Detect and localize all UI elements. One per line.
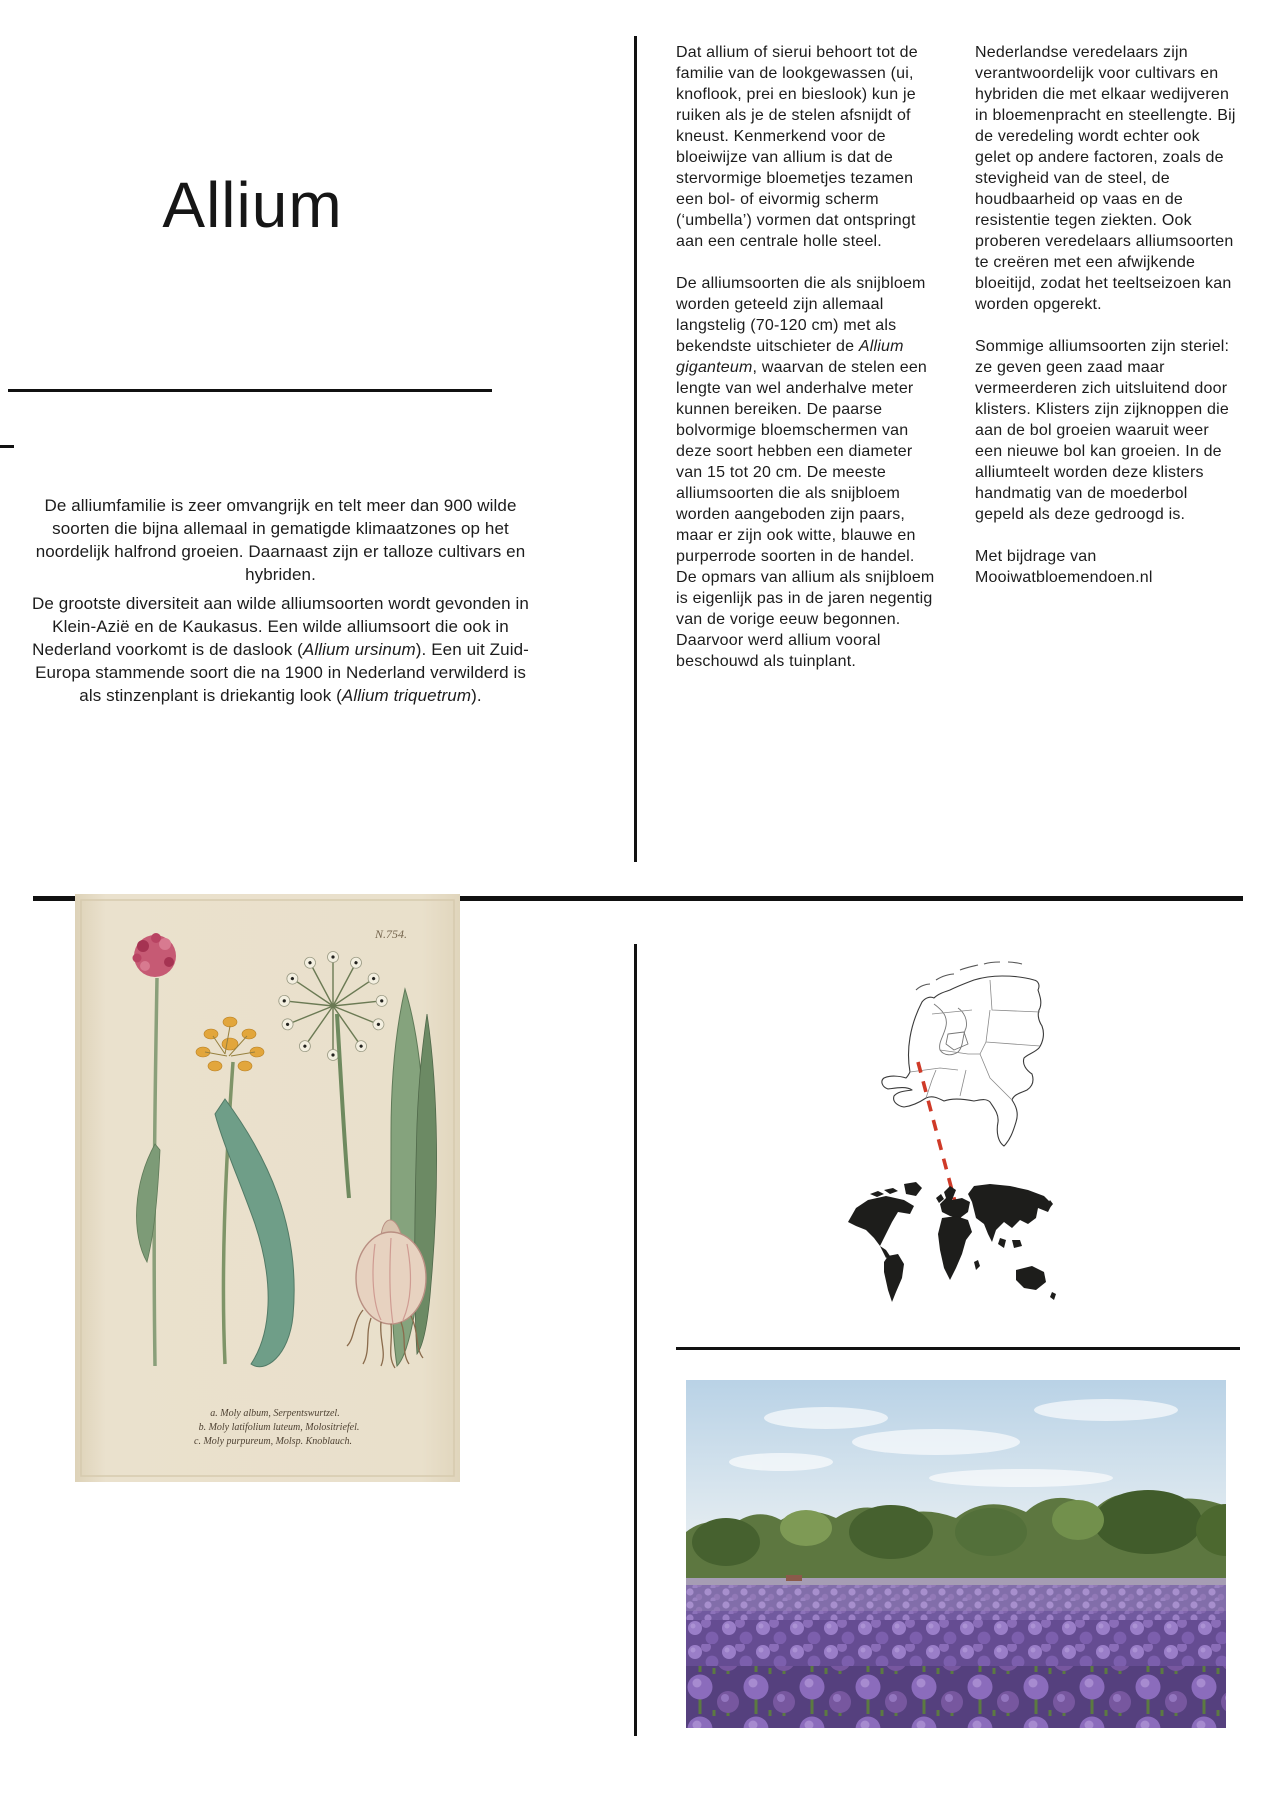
illustration-caption-line-3: c. Moly purpureum, Molsp. Knoblauch.: [194, 1436, 352, 1447]
photo-flower-row-mid: [686, 1620, 1226, 1672]
allium-field-photo: [686, 1380, 1226, 1728]
netherlands-map: [882, 962, 1044, 1146]
column2-paragraph-1: Dat allium of sierui behoort tot de familie van de lookgewassen (ui, knoflook, prei en bieslook) kun je ruiken als je de stelen afsnijdt of kneust. Kenmerkend voor de bloeiwijze van allium is dat de stervormige bloemetjes tezamen een bol- of eivormig scherm (‘umbella’) vormen dat ontspringt aan een centrale holle steel.: [676, 44, 918, 250]
page-title: Allium: [162, 169, 343, 241]
column3-paragraph-2: Sommige alliumsoorten zijn steriel: ze geven geen zaad maar vermeerderen zich uitsluitend door klisters. Klisters zijn zijknoppen die aan de bol groeien waaruit weer een nieuwe bol kan groeien. In de alliumteelt worden deze klisters handmatig van de moederbol gepeld als deze gedroogd is.: [975, 338, 1230, 523]
body-column-right: [975, 42, 1238, 609]
intro-paragraph-2: De grootste diversiteit aan wilde alliumsoorten wordt gevonden in Klein-Azië en de Kaukasus. Een wilde alliumsoort die ook in Nederland voorkomt is de daslook (Allium ursinum). Een uit Zuid-Europa stammende soort die na 1900 in Nederland verwilderd is als stinzenplant is driekantig look (Allium triquetrum).: [32, 594, 529, 705]
photo-flower-row-near: [686, 1666, 1226, 1728]
illustration-caption-line-2: b. Moly latifolium luteum, Molositriefel.: [198, 1422, 360, 1433]
title-divider-rule: [8, 389, 492, 392]
column-divider-top: [634, 36, 637, 862]
photo-farm-roof: [786, 1575, 802, 1581]
intro-paragraph-1: De alliumfamilie is zeer omvangrijk en telt meer dan 900 wilde soorten die bijna allemaal in gematigde klimaatzones op het noordelijk halfrond groeien. Daarnaast zijn er talloze cultivars en hybriden.: [35, 496, 526, 584]
world-map: [848, 1182, 1056, 1302]
distribution-maps: [840, 950, 1070, 1315]
body-column-middle: [676, 42, 938, 693]
plate-number: N.754.: [375, 927, 408, 941]
crop-mark: [0, 445, 14, 448]
illustration-caption-line-1: a. Moly album, Serpentswurtzel.: [210, 1408, 340, 1419]
column2-paragraph-2: De alliumsoorten die als snijbloem worden geteeld zijn allemaal langstelig (70-120 cm) met als bekendste uitschieter de Allium giganteum, waarvan de stelen een lengte van wel anderhalve meter kunnen bereiken. De paarse bolvormige bloemschermen van deze soort hebben een diameter van 15 tot 20 cm. De meeste alliumsoorten die als snijbloem worden aangeboden zijn paars, maar er zijn ook witte, blauwe en purperrode soorten in de handel. De opmars van allium als snijbloem is eigenlijk pas in de jaren negentig van de vorige eeuw begonnen. Daarvoor werd allium vooral beschouwd als tuinplant.: [676, 275, 935, 670]
photo-haze: [686, 1585, 1226, 1611]
photo-divider-rule: [676, 1347, 1240, 1350]
botanical-illustration: [75, 894, 460, 1482]
column3-paragraph-1: Nederlandse veredelaars zijn verantwoordelijk voor cultivars en hybriden die met elkaar wedijveren in bloemenpracht en steellengte. Bij de veredeling wordt echter ook gelet op andere factoren, zoals de stevigheid van de steel, de houdbaarheid op vaas en de resistentie tegen ziekten. Ook proberen veredelaars alliumsoorten te creëren met een afwijkende bloeitijd, zodat het teeltseizoen kan worden opgerekt.: [975, 44, 1236, 313]
column-divider-bottom: [634, 944, 637, 1736]
credit-line: Met bijdrage van Mooiwatbloemendoen.nl: [975, 548, 1153, 586]
